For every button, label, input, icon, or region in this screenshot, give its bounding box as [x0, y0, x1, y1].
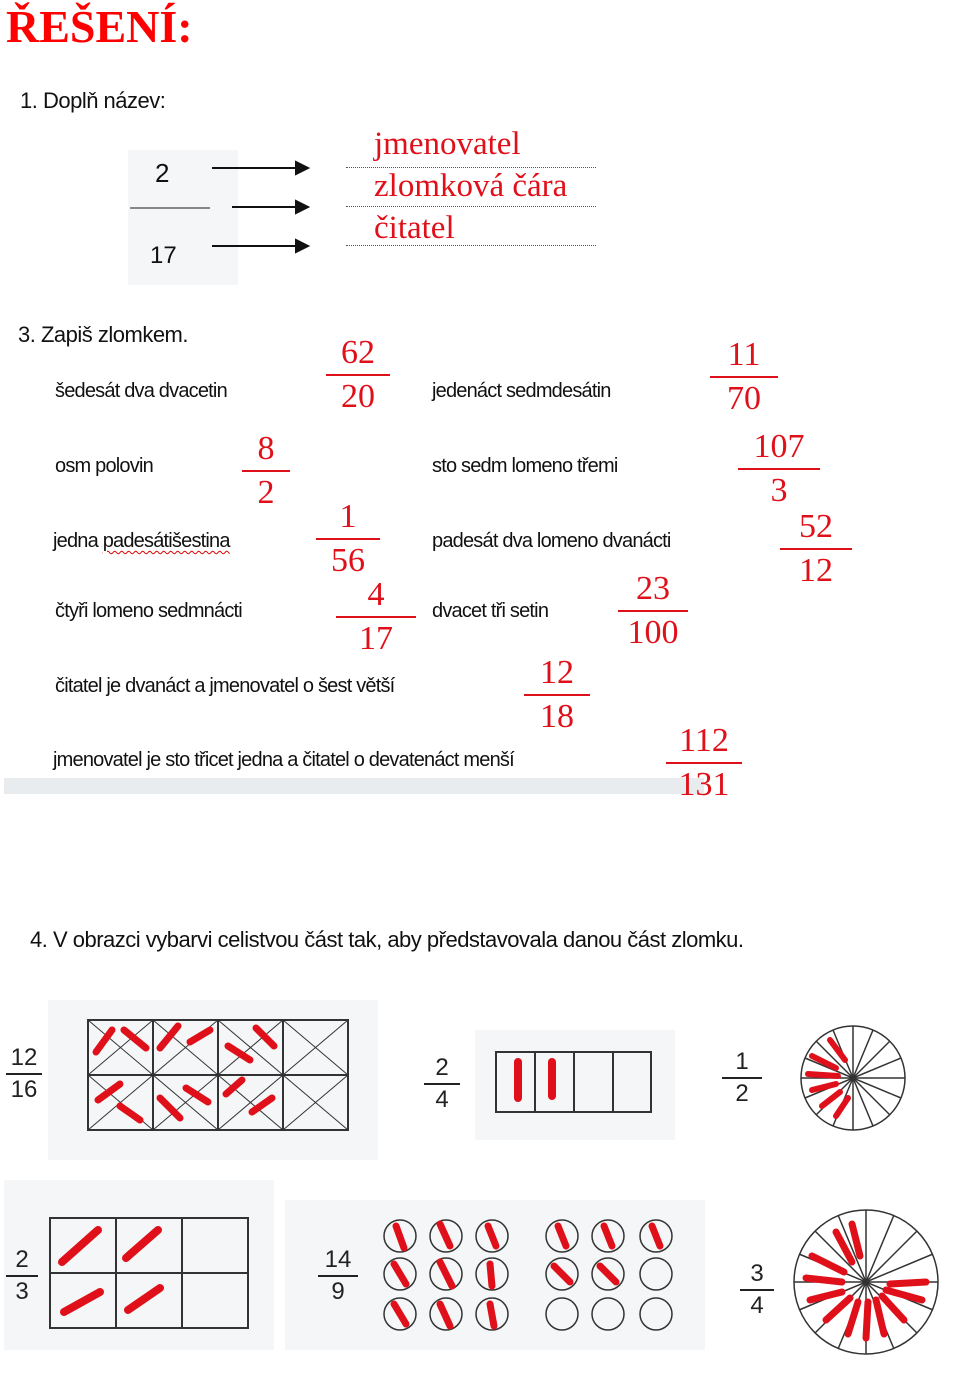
answer-denominator: 17	[359, 620, 393, 657]
task1-numerator: 2	[155, 158, 170, 188]
figure-denominator: 3	[15, 1278, 29, 1305]
figure-denominator: 4	[435, 1086, 449, 1113]
task3-item-text: padesát dva lomeno dvanácti	[432, 530, 671, 552]
answer-numerator: 8	[257, 430, 275, 467]
figure-numerator: 2	[435, 1054, 449, 1081]
task3-label: 3. Zapiš zlomkem.	[18, 322, 188, 347]
answer-denominator: 56	[331, 542, 365, 579]
task3-item-text: čitatel je dvanáct a jmenovatel o šest větší	[55, 675, 395, 697]
answer-denominator: 70	[727, 380, 761, 417]
page-title: ŘEŠENÍ:	[6, 1, 193, 52]
figure-numerator: 14	[324, 1246, 352, 1273]
answer-numerator: 62	[341, 334, 375, 371]
task3-item-text: sto sedm lomeno třemi	[432, 455, 618, 477]
answer-numerator: 23	[636, 570, 670, 607]
answer-denominator: 2	[257, 474, 275, 511]
answer-numerator: 4	[367, 576, 385, 613]
task1-answer-2: zlomková čára	[346, 170, 596, 207]
answer-numerator: 107	[753, 428, 805, 465]
task3-item-text: jedna padesátišestina	[53, 530, 230, 552]
answer-numerator: 12	[540, 654, 574, 691]
figure-numerator: 2	[15, 1246, 29, 1273]
answer-denominator: 100	[627, 614, 679, 651]
task3-item-text: čtyři lomeno sedmnácti	[55, 600, 242, 622]
task3-item-text: osm polovin	[55, 455, 153, 477]
task3-item-text: šedesát dva dvacetin	[55, 380, 227, 402]
answer-denominator: 12	[799, 552, 833, 589]
figure-numerator: 1	[735, 1048, 749, 1075]
task4-label: 4. V obrazci vybarvi celistvou část tak, aby představovala danou část zlomku.	[30, 927, 744, 952]
task1-answer-1: jmenovatel	[346, 128, 596, 168]
figure-numerator: 12	[10, 1044, 38, 1071]
task1-answer-3: čitatel	[346, 212, 596, 246]
figure-denominator: 16	[10, 1076, 38, 1103]
answer-denominator: 18	[540, 698, 574, 735]
figure-denominator: 9	[331, 1278, 345, 1305]
answer-denominator: 3	[770, 472, 788, 509]
answer-denominator: 20	[341, 378, 375, 415]
circles-figure	[384, 1220, 672, 1330]
task1-label: 1. Doplň název:	[20, 88, 166, 113]
figure-denominator: 2	[735, 1080, 749, 1107]
underlined-word: padesátišestina	[102, 530, 230, 552]
circle-sectors-figure	[801, 1026, 905, 1130]
answer-denominator: 131	[678, 766, 730, 803]
task3-item-text: dvacet tři setin	[432, 600, 549, 622]
shading-strokes	[96, 1026, 274, 1120]
figure-numerator: 3	[750, 1260, 764, 1287]
figure-denominator: 4	[750, 1292, 764, 1319]
answer-numerator: 52	[799, 508, 833, 545]
answer-numerator: 112	[679, 722, 729, 759]
answer-numerator: 11	[727, 336, 761, 373]
task3-item-text: jedenáct sedmdesátin	[432, 380, 611, 402]
answer-numerator: 1	[339, 498, 357, 535]
task1-denominator: 17	[150, 242, 177, 269]
task3-item-text: jmenovatel je sto třicet jedna a čitatel o devatenáct menší	[53, 749, 514, 771]
